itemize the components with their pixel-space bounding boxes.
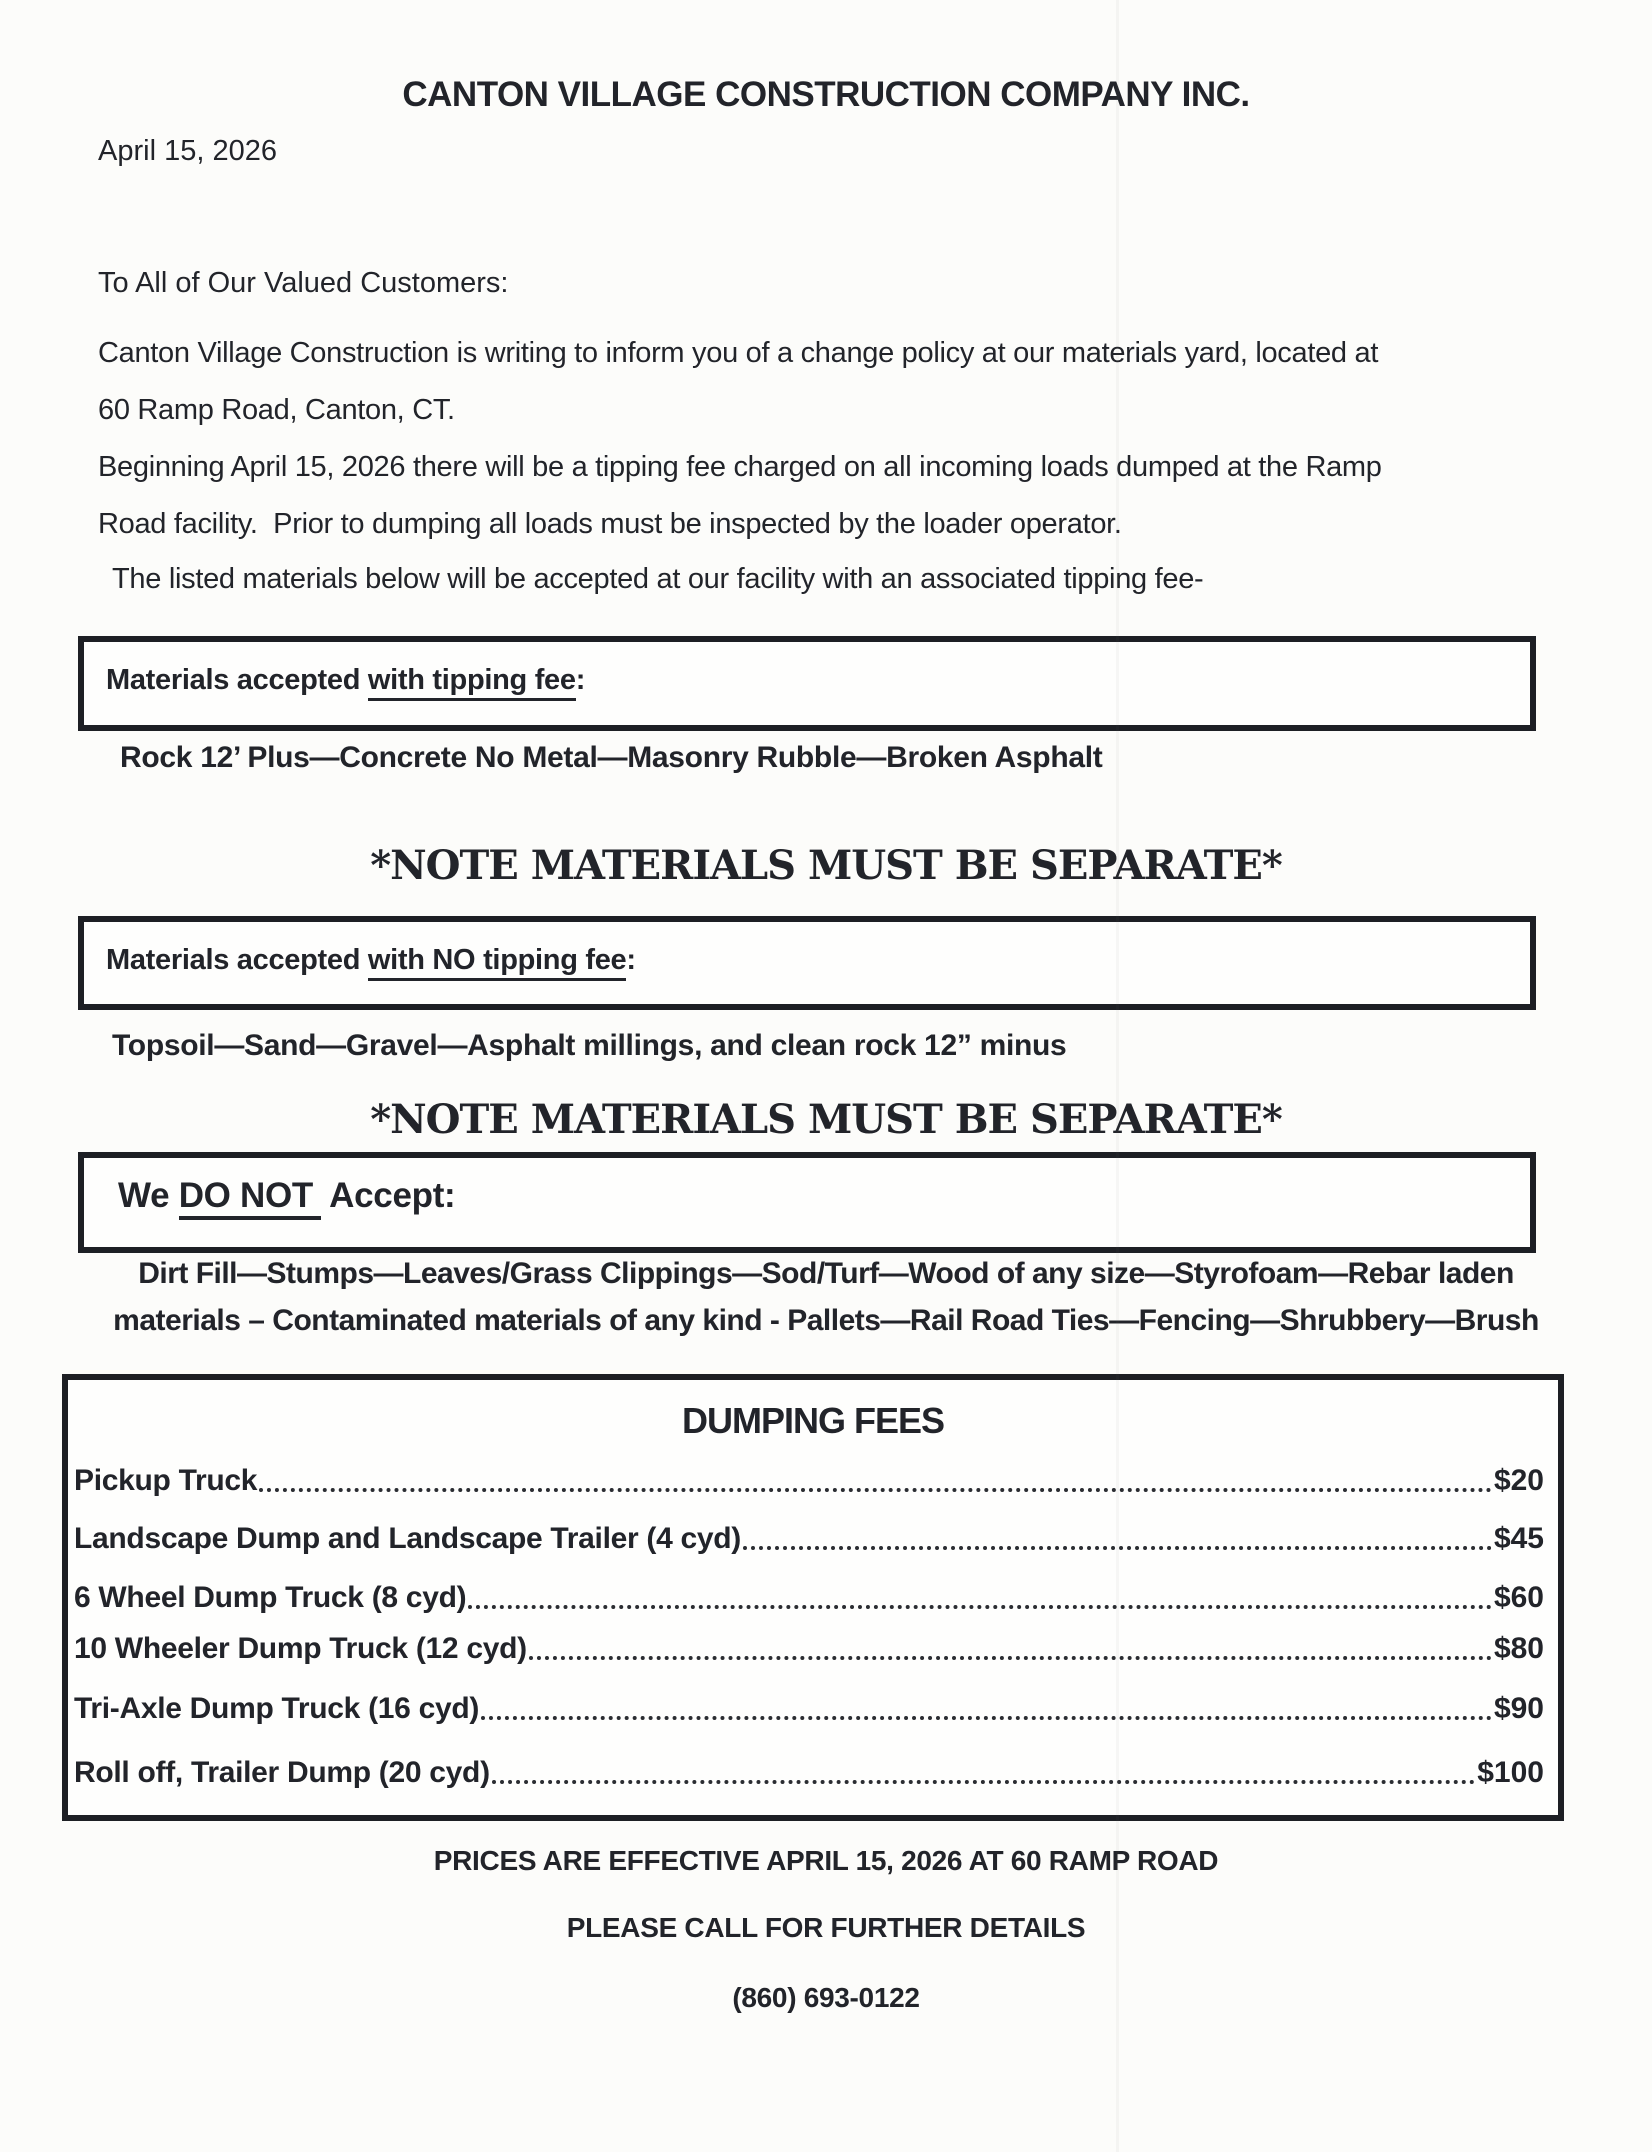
materials-with-fee-box [78, 636, 1536, 731]
materials-separate-note-1: *NOTE MATERIALS MUST BE SEPARATE* [370, 842, 1282, 889]
fee-row-pickup-truck [74, 1464, 1544, 1499]
please-call-line: PLEASE CALL FOR FURTHER DETAILS [566, 1912, 1086, 1943]
fee-price: $100 [1477, 1756, 1544, 1789]
fee-row-roll-off-trailer-dump [74, 1756, 1544, 1791]
paragraph-2-line-2: Road facility. Prior to dumping all loads must be inspected by the loader operator. [98, 508, 1122, 540]
fee-label: Landscape Dump and Landscape Trailer (4 cyd) [74, 1522, 742, 1555]
heading-suffix: : [575, 664, 586, 696]
fee-label: 10 Wheeler Dump Truck (12 cyd) [74, 1632, 527, 1665]
heading-underlined: with tipping fee [368, 664, 576, 701]
heading-prefix: Materials accepted [106, 944, 368, 976]
paragraph-1-line-1: Canton Village Construction is writing to inform you of a change policy at our materials yard, located at [98, 337, 1379, 369]
scanner-streak-artifact [1116, 0, 1119, 2152]
paragraph-1-line-2: 60 Ramp Road, Canton, CT. [98, 394, 455, 426]
phone-number: (860) 693-0122 [732, 1982, 920, 2013]
fee-label: 6 Wheel Dump Truck (8 cyd) [74, 1581, 467, 1614]
salutation: To All of Our Valued Customers: [98, 267, 509, 299]
letter-date: April 15, 2026 [98, 135, 277, 167]
not-accepted-list-line-2: materials – Contaminated materials of any kind - Pallets—Rail Road Ties—Fencing—Shrubbery—Brush [113, 1304, 1539, 1337]
materials-no-fee-heading [84, 922, 1530, 977]
prices-effective-line: PRICES ARE EFFECTIVE APRIL 15, 2026 AT 60 RAMP ROAD [433, 1845, 1219, 1876]
fee-label: Roll off, Trailer Dump (20 cyd) [74, 1756, 490, 1789]
not-accepted-heading [84, 1158, 1530, 1216]
dot-leader [492, 1780, 1475, 1784]
not-accepted-box [78, 1152, 1536, 1253]
heading-prefix: We [118, 1176, 179, 1215]
heading-prefix: Materials accepted [106, 664, 368, 696]
fee-row-10-wheeler-dump-truck [74, 1632, 1544, 1667]
heading-suffix: Accept: [321, 1176, 456, 1215]
materials-no-fee-list: Topsoil—Sand—Gravel—Asphalt millings, and clean rock 12” minus [112, 1029, 1067, 1062]
dot-leader [468, 1605, 1492, 1609]
paragraph-2-line-1: Beginning April 15, 2026 there will be a tipping fee charged on all incoming loads dumped at the Ramp [98, 451, 1382, 483]
heading-underlined: DO NOT [179, 1176, 321, 1220]
dot-leader [481, 1716, 1492, 1720]
paragraph-3: The listed materials below will be accepted at our facility with an associated tipping fee- [112, 563, 1204, 595]
company-title: CANTON VILLAGE CONSTRUCTION COMPANY INC. [402, 75, 1250, 114]
dumping-fees-box [62, 1374, 1564, 1821]
fee-label: Pickup Truck [74, 1464, 258, 1497]
dumping-fees-title: DUMPING FEES [681, 1400, 945, 1441]
heading-underlined: with NO tipping fee [368, 944, 627, 981]
fee-price: $60 [1493, 1581, 1544, 1614]
fee-price: $45 [1493, 1522, 1544, 1555]
fee-row-landscape-dump [74, 1522, 1544, 1557]
dot-leader [259, 1488, 1492, 1492]
fee-price: $90 [1493, 1692, 1544, 1725]
materials-no-fee-box [78, 916, 1536, 1010]
fee-row-tri-axle-dump-truck [74, 1692, 1544, 1727]
materials-separate-note-2: *NOTE MATERIALS MUST BE SEPARATE* [370, 1096, 1282, 1143]
fee-row-6-wheel-dump-truck [74, 1581, 1544, 1616]
materials-with-fee-list: Rock 12’ Plus—Concrete No Metal—Masonry Rubble—Broken Asphalt [120, 741, 1103, 774]
fee-label: Tri-Axle Dump Truck (16 cyd) [74, 1692, 480, 1725]
not-accepted-list-line-1: Dirt Fill—Stumps—Leaves/Grass Clippings—Sod/Turf—Wood of any size—Styrofoam—Rebar laden [138, 1257, 1514, 1290]
materials-with-fee-heading [84, 642, 1530, 697]
fee-price: $80 [1493, 1632, 1544, 1665]
heading-suffix: : [626, 944, 636, 976]
dot-leader [529, 1656, 1492, 1660]
fee-price: $20 [1493, 1464, 1544, 1497]
